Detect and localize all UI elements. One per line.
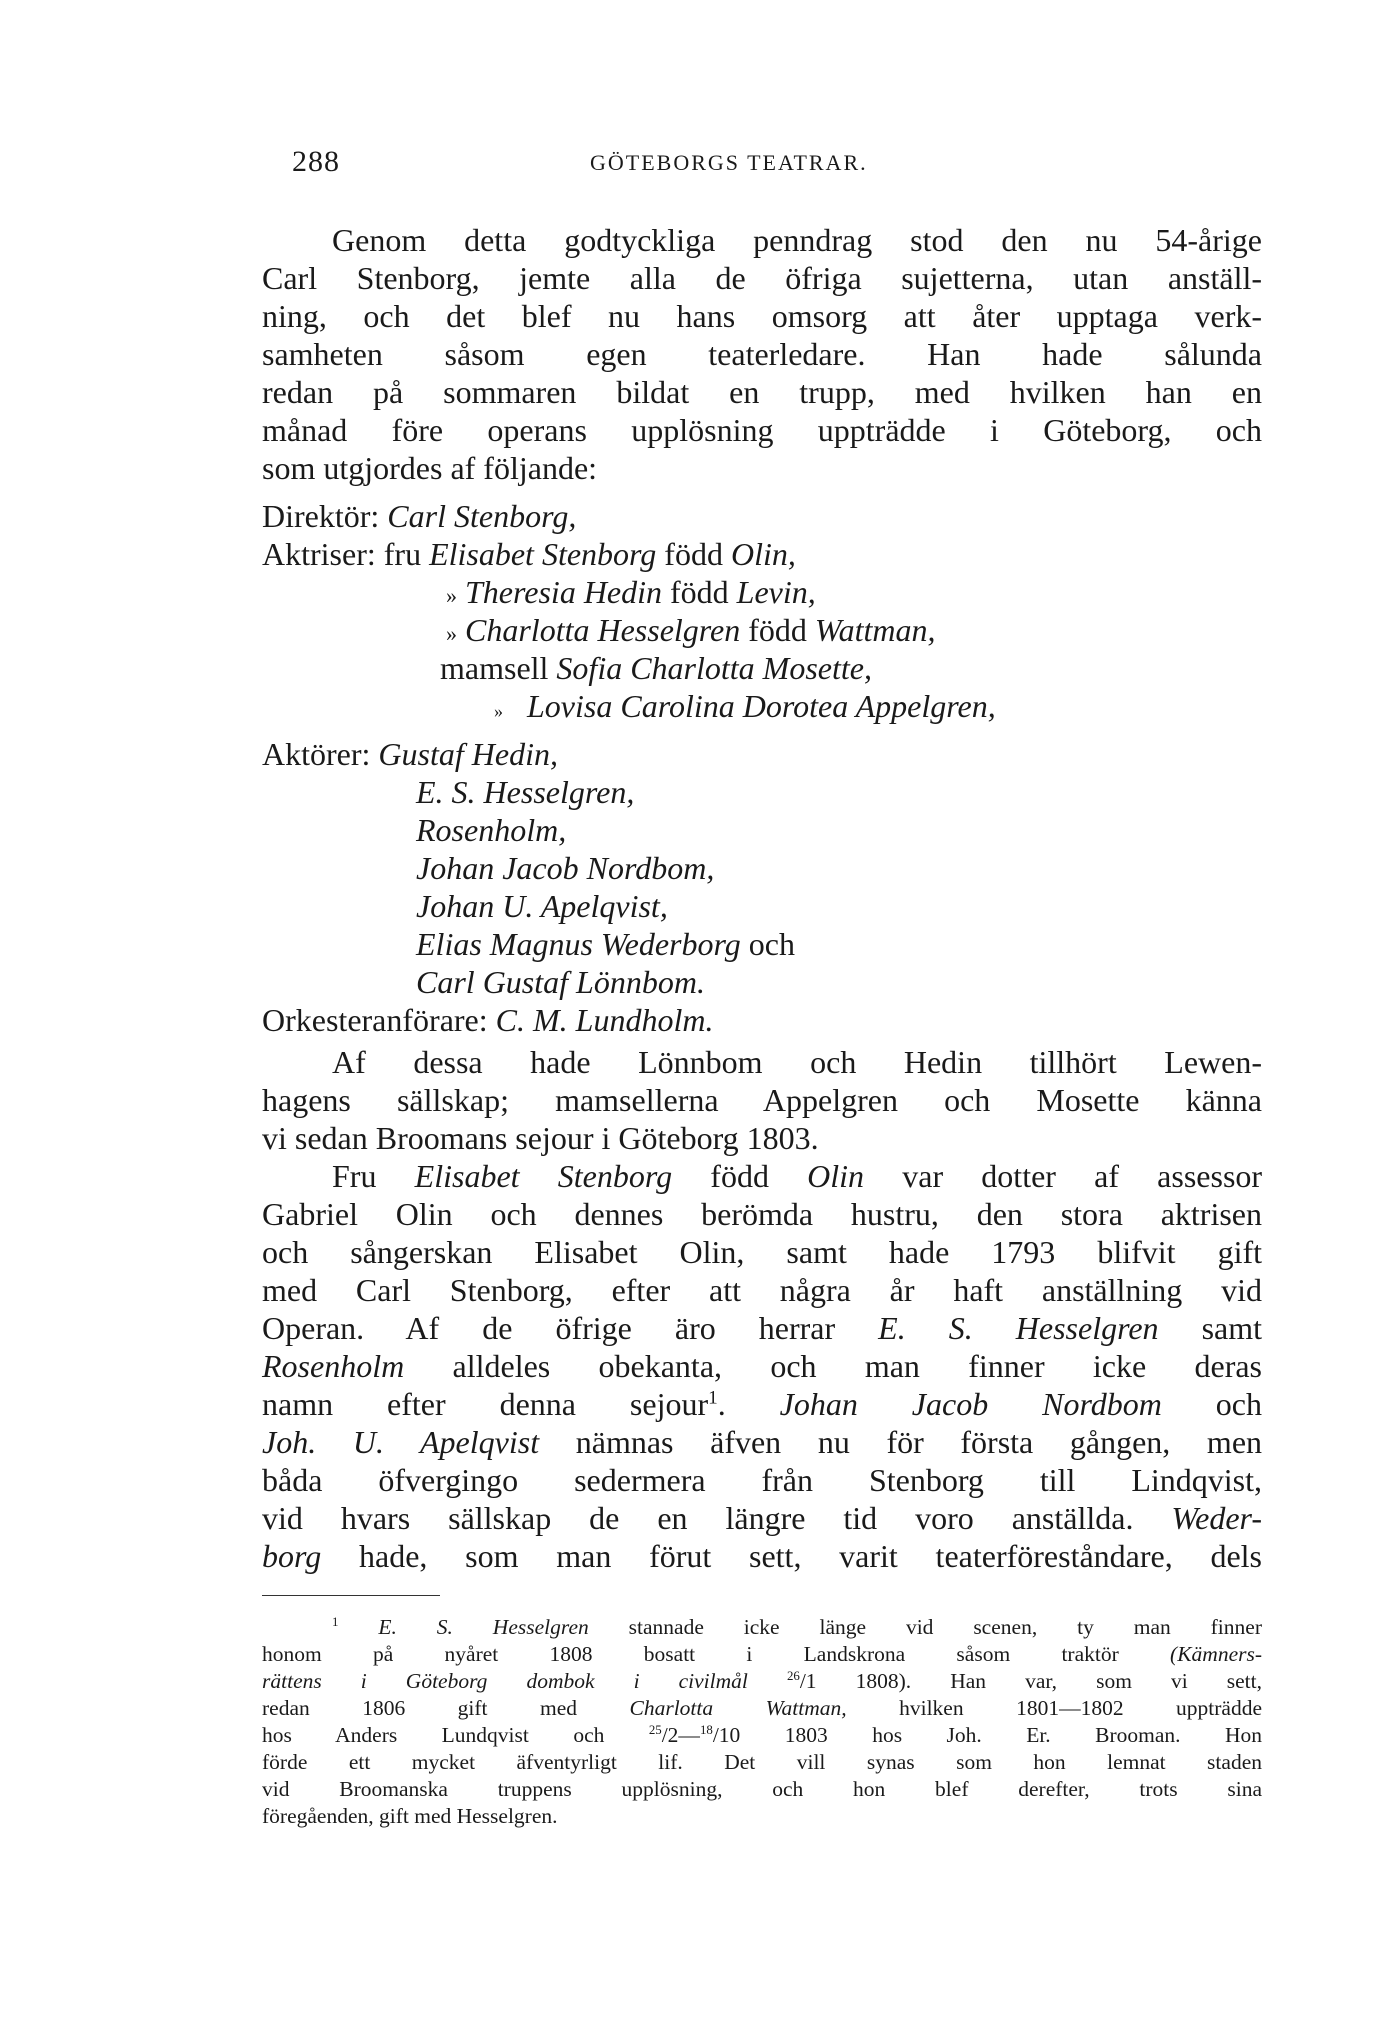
date-sup: 25: [648, 1722, 662, 1737]
connective: född: [664, 536, 723, 572]
paragraph-line: [262, 1499, 1262, 1537]
paragraph-line: hagens sällskap; mamsellerna Appelgren och Mosette känna: [262, 1082, 1262, 1118]
citation: rättens i Göteborg dombok i civilmål: [262, 1669, 748, 1693]
person-name: Charlotta Wattman,: [629, 1696, 847, 1720]
paragraph-line: och sångerskan Elisabet Olin, samt hade 1793 blifvit gift: [262, 1234, 1262, 1270]
text-run: Han var, som vi sett,: [950, 1669, 1262, 1693]
person-name: Rosenholm,: [416, 812, 567, 848]
text-run: Fru: [332, 1158, 377, 1194]
paragraph-line: [262, 1347, 1262, 1385]
text-run: alldeles obekanta, och man finner icke deras: [452, 1348, 1263, 1384]
roster-actress: [446, 573, 1246, 615]
person-name: Carl Stenborg,: [387, 498, 577, 534]
person-name: C. M. Lundholm.: [495, 1002, 714, 1038]
person-name: E. S. Hesselgren: [378, 1615, 589, 1639]
paragraph-line: Gabriel Olin och dennes berömda hustru, den stora aktrisen: [262, 1196, 1262, 1232]
person-name: Elias Magnus Wederborg: [416, 926, 741, 962]
running-header: [292, 145, 1262, 185]
paragraph-line: vi sedan Broomans sejour i Göteborg 1803.: [262, 1120, 819, 1156]
roster-actress: [446, 611, 1246, 653]
person-name: Carl Gustaf Lönnbom.: [416, 964, 705, 1000]
text-run: /1 1808).: [799, 1669, 912, 1693]
person-name: Joh. U. Apelqvist: [262, 1424, 540, 1460]
person-name: Wattman,: [814, 612, 936, 648]
text-run: /10 1803 hos Joh. Er. Brooman. Hon: [712, 1723, 1262, 1747]
text-run: hade, som man förut sett, varit teaterföreståndare, dels: [359, 1538, 1263, 1574]
person-name: Johan U. Apelqvist,: [416, 888, 668, 924]
paragraph-line: Af dessa hade Lönnbom och Hedin tillhört Lewen-: [332, 1044, 1262, 1080]
footnote-line: förde ett mycket äfventyrligt lif. Det vill synas som hon lemnat staden: [262, 1750, 1262, 1774]
text-run: stannade icke länge vid scenen, ty man finner: [628, 1615, 1262, 1639]
paragraph-line: [262, 1537, 1262, 1575]
paragraph-line: båda öfvergingo sedermera från Stenborg till Lindqvist,: [262, 1462, 1262, 1498]
text-run: .: [717, 1386, 726, 1422]
roster-actor: [416, 773, 1216, 811]
footnote-line: [262, 1722, 1262, 1748]
footnote-line: föregåenden, gift med Hesselgren.: [262, 1804, 558, 1828]
person-name: Gustaf Hedin,: [378, 736, 558, 772]
text-run: redan 1806 gift med: [262, 1696, 578, 1720]
roster-actor: [416, 925, 1216, 963]
text-run: vid hvars sällskap de en längre tid voro anställda.: [262, 1500, 1134, 1536]
person-name: Elisabet Stenborg: [429, 536, 657, 572]
footnote-line: [332, 1614, 1262, 1640]
intro-line: Carl Stenborg, jemte alla de öfriga sujetterna, utan anställ-: [262, 260, 1262, 296]
connective: född: [670, 574, 729, 610]
person-name: Elisabet Stenborg: [414, 1158, 673, 1194]
person-name: Levin,: [736, 574, 816, 610]
person-name: Charlotta Hesselgren: [465, 612, 741, 648]
roster-label: Aktörer:: [262, 736, 371, 772]
intro-line: ning, och det blef nu hans omsorg att åter upptaga verk-: [262, 298, 1262, 334]
text-run: var dotter af assessor: [902, 1158, 1263, 1194]
person-name: Johan Jacob Nordbom: [779, 1386, 1162, 1422]
ditto-mark: »: [494, 701, 503, 721]
footnote-marker: 1: [332, 1614, 339, 1629]
text-run: född: [710, 1158, 769, 1194]
person-name: E. S. Hesselgren,: [416, 774, 635, 810]
person-name: Sofia Charlotta Mosette,: [556, 650, 872, 686]
text-run: Operan. Af de öfrige äro herrar: [262, 1310, 836, 1346]
date-sup: 18: [699, 1722, 713, 1737]
person-name: Weder-: [1171, 1500, 1262, 1536]
person-name: Olin,: [730, 536, 796, 572]
connective: och: [748, 926, 795, 962]
text-run: hos Anders Lundqvist och: [262, 1723, 605, 1747]
citation: (Kämners-: [1170, 1642, 1263, 1666]
roster-actor: [262, 735, 1262, 773]
title-word: fru: [383, 536, 422, 572]
intro-line: månad före operans upplösning uppträdde i Göteborg, och: [262, 412, 1262, 448]
text-run: nämnas äfven nu för första gången, men: [575, 1424, 1263, 1460]
roster-actor: [416, 963, 1216, 1001]
person-name: Olin: [807, 1158, 865, 1194]
text-run: /2—: [661, 1723, 700, 1747]
roster-label: Direktör:: [262, 498, 380, 534]
intro-line: redan på sommaren bildat en trupp, med hvilken han en: [262, 374, 1262, 410]
roster-actress: [440, 649, 1240, 687]
date-sup: 26: [786, 1668, 800, 1683]
paragraph-line: med Carl Stenborg, efter att några år haft anställning vid: [262, 1272, 1262, 1308]
connective: född: [748, 612, 807, 648]
roster-actor: [416, 811, 1216, 849]
text-run: honom på nyåret 1808 bosatt i Landskrona såsom traktör: [262, 1642, 1119, 1666]
text-run: och: [1215, 1386, 1262, 1422]
roster-actress: [494, 687, 1254, 730]
person-name: Johan Jacob Nordbom,: [416, 850, 715, 886]
intro-line: samheten såsom egen teaterledare. Han hade sålunda: [262, 336, 1262, 372]
ditto-mark: »: [446, 621, 457, 646]
footnote-rule: [262, 1595, 440, 1596]
title-word: mamsell: [440, 650, 549, 686]
footnote-line: [262, 1641, 1262, 1667]
footnote-line: vid Broomanska truppens upplösning, och hon blef derefter, trots sina: [262, 1777, 1262, 1801]
paragraph-line: [262, 1309, 1262, 1347]
page-number: 288: [292, 145, 340, 178]
paragraph-line: [332, 1157, 1262, 1195]
roster-label: Orkesteranförare:: [262, 1002, 488, 1038]
person-name: Theresia Hedin: [465, 574, 663, 610]
paragraph-line: [262, 1385, 1262, 1423]
text-run: namn efter denna sejour: [262, 1386, 709, 1422]
person-name: borg: [262, 1538, 322, 1574]
roster-actress: [262, 535, 1262, 573]
footnote-line: [262, 1695, 1262, 1721]
roster-label: Aktriser:: [262, 536, 376, 572]
running-title: GÖTEBORGS TEATRAR.: [590, 150, 868, 175]
paragraph-line: [262, 1423, 1262, 1461]
text-run: samt: [1201, 1310, 1263, 1346]
text-run: hvilken 1801—1802 uppträdde: [899, 1696, 1263, 1720]
footnote-ref: 1: [708, 1387, 718, 1409]
person-name: Rosenholm: [262, 1348, 405, 1384]
footnote-line: [262, 1668, 1262, 1694]
roster-director: [262, 497, 1262, 535]
roster-actor: [416, 887, 1216, 925]
person-name: Lovisa Carolina Dorotea Appelgren,: [527, 688, 996, 724]
person-name: E. S. Hesselgren: [878, 1310, 1159, 1346]
intro-line: som utgjordes af följande:: [262, 450, 598, 486]
roster-actor: [416, 849, 1216, 887]
intro-line: Genom detta godtyckliga penndrag stod den nu 54-årige: [332, 222, 1262, 258]
ditto-mark: »: [446, 583, 457, 608]
roster-conductor: [262, 1001, 1262, 1039]
